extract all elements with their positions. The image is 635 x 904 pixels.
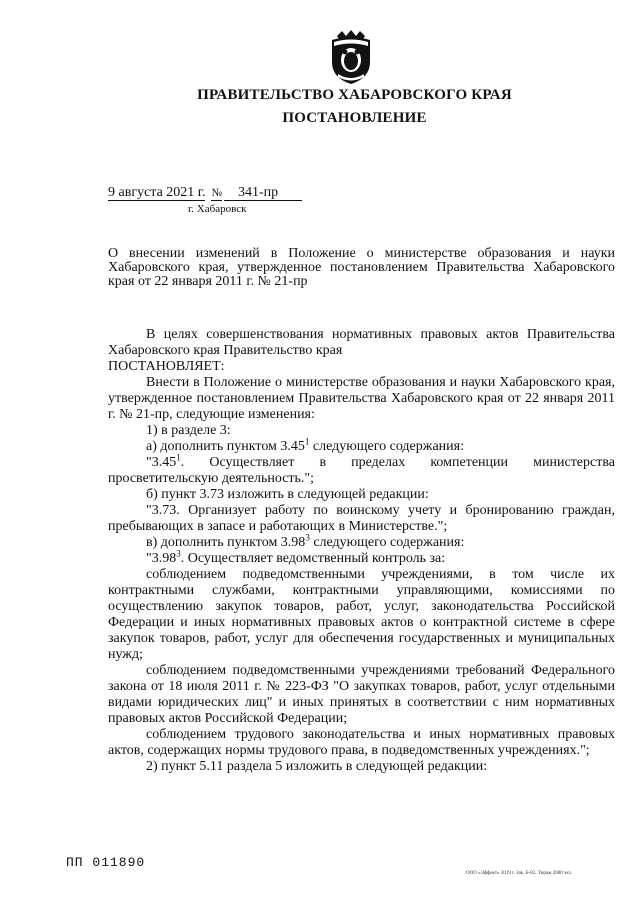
paragraph: [108, 436, 615, 455]
paragraph: Внести в Положение о министерстве образования и науки Хабаровского края, утвержденное постановлением Правительства Хабаровского края от 22 января 2011 г. № 21-пр, следующие изменения:: [108, 375, 615, 422]
paragraph: б) пункт 3.73 изложить в следующей редакции:: [146, 487, 429, 502]
document-subject: О внесении изменений в Положение о министерстве образования и науки Хабаровского края, утвержденное постановлением Правительства Хабаровского края от 22 января 2011 г. № 21-пр: [108, 246, 615, 289]
printer-imprint: ООО «Эффект» 2019 г. Зак. Б-82. Тираж 2000 экз.: [466, 871, 572, 876]
document-date: 9 августа 2021 г.: [108, 185, 206, 200]
paragraph: 2) пункт 5.11 раздела 5 изложить в следующей редакции:: [146, 759, 488, 774]
superscript: 1: [304, 436, 310, 447]
paragraph: [108, 548, 615, 567]
paragraph: соблюдением подведомственными учреждениями, в том числе их контрактными службами, контрактными управляющими, комиссиями по осуществлению закупок товаров, работ, услуг, законодательства Российской Федерации и иных нормативных правовых актов о контрактной системе в сфере закупок товаров, работ, услуг для обеспечения государственных и муниципальных нужд;: [108, 567, 615, 662]
paragraph: В целях совершенствования нормативных правовых актов Правительства Хабаровского края Правительство края: [108, 327, 615, 358]
coat-of-arms-icon: [328, 30, 374, 86]
paragraph: соблюдением трудового законодательства и иных нормативных правовых актов, содержащих нормы трудового права, в подведомственных учреждениях.";: [108, 727, 615, 758]
date-number-line: [108, 185, 302, 201]
paragraph-resolves: ПОСТАНОВЛЯЕТ:: [108, 359, 225, 374]
paragraph: соблюдением подведомственными учреждениями требований Федерального закона от 18 июля 2011 г. № 223-ФЗ "О закупках товаров, работ, услуг отдельными видами юридических лиц" и иных принятых в соответствии с ним нормативных правовых актов Российской Федерации;: [108, 663, 615, 726]
text-run: следующего содержания:: [309, 439, 464, 454]
text-run: "3.45: [146, 455, 177, 470]
document-type: ПОСТАНОВЛЕНИЕ: [282, 110, 427, 126]
number-label: №: [211, 187, 222, 199]
paragraph: "3.73. Организует работу по воинскому учету и бронированию граждан, пребывающих в запасе и работающих в Министерстве.";: [108, 503, 615, 534]
superscript: 1: [176, 452, 181, 463]
government-title: ПРАВИТЕЛЬСТВО ХАБАРОВСКОГО КРАЯ: [197, 87, 512, 103]
paragraph: 1) в разделе 3:: [146, 423, 231, 438]
text-run: в) дополнить пунктом 3.98: [146, 535, 306, 550]
document-number: 341-пр: [224, 186, 302, 201]
document-body: [108, 327, 615, 775]
text-run: . Осуществляет ведомственный контроль за:: [180, 551, 446, 566]
paragraph: [108, 532, 615, 551]
text-run: следующего содержания:: [309, 535, 465, 550]
city: г. Хабаровск: [188, 203, 247, 215]
superscript: 3: [176, 548, 181, 559]
text-run: а) дополнить пунктом 3.45: [146, 439, 305, 454]
text-run: "3.98: [146, 551, 177, 566]
text-run: . Осуществляет в пределах компетенции министерства просветительскую деятельность.";: [108, 455, 615, 486]
superscript: 3: [305, 532, 310, 543]
paragraph: [108, 452, 615, 487]
form-serial-number: ПП 011890: [66, 855, 146, 870]
